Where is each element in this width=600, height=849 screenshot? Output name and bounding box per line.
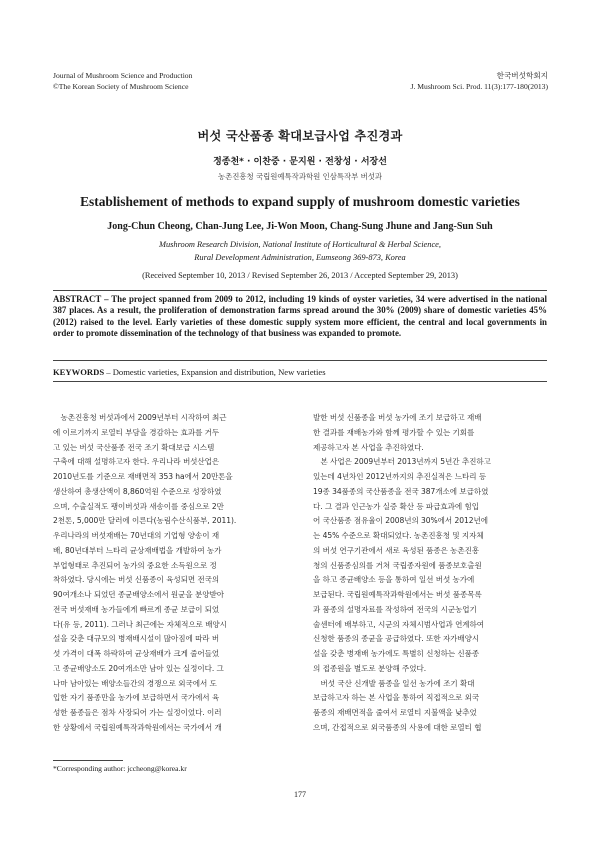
body-text-line: 전국 버섯재배 농가들에게 빠르게 종균 보급이 되었 (53, 604, 220, 614)
body-text-line: 는 45% 수준으로 확대되었다. 농촌진흥청 및 지자체 (313, 531, 484, 540)
body-text-line: 설을 갖춘 병재배 농가에도 특별히 신청하는 신품종 (313, 649, 480, 658)
body-text-line: 다. 그 결과 인근농가 실증 확산 등 파급효과에 힘입 (313, 501, 479, 511)
corresponding-author-footnote: *Corresponding author: jccheong@korea.kr (53, 764, 187, 773)
affiliation-line: Mushroom Research Division, National Institute of Horticultural & Herbal Science, (158, 240, 441, 249)
body-text-line: 90여개소나 되었던 종균배양소에서 원균을 분양받아 (53, 590, 224, 599)
page-number: 177 (294, 790, 306, 799)
body-text-line: 부업형태로 추진되어 농가의 중요한 소득원으로 정 (53, 560, 217, 570)
affiliation-line: Rural Development Administration, Eumseong 369-873, Korea (194, 253, 406, 262)
body-text-line: 나마 남아있는 배양소들간의 경쟁으로 외국에서 도 (53, 678, 217, 688)
footnote-rule (53, 760, 123, 761)
title-english: Establishement of methods to expand supply of mushroom domestic varieties (80, 194, 520, 209)
body-text-line: 고 종균배양소도 20여개소만 남아 있는 실정이다. 그 (53, 663, 224, 673)
body-text-line: 구축에 대해 설명하고자 한다. 우리나라 버섯산업은 (53, 457, 220, 467)
body-text-line: 설을 갖춘 대규모의 병재배시설이 많아짐에 따라 버 (53, 634, 220, 644)
keywords-text: – Domestic varieties, Expansion and distribution, New varieties (104, 367, 326, 377)
journal-name-en: Journal of Mushroom Science and Production (53, 71, 193, 80)
abstract: ABSTRACT – The project spanned from 2009 to 2012, including 19 kinds of oyster varieties, 34 were advertised in the national 387 places. As a result, the proliferation of demonstration farms spread around the 30% (2009) share of domestic varieties 45% (2012) raised to the level. Early varieties of these domestic supply system more efficient, the central and local governments in order to promote dissemination of the technology of that business was expanded to promote. (53, 294, 547, 339)
body-text-line: 을 하고 종균배양소 등을 통하여 일선 버섯 농가에 (313, 575, 475, 585)
body-text-line: 다(유 등, 2011). 그러나 최근에는 자체적으로 배양시 (53, 619, 227, 629)
affiliation-english (0, 238, 600, 264)
keywords (53, 367, 547, 377)
body-text-line: 보급된다. 국립원예특작과학원에서는 버섯 품종목록 (313, 590, 482, 599)
body-text-line: 입한 자기 품종만을 농가에 보급하면서 국가에서 육 (53, 693, 220, 703)
body-text-line: 있는데 4년차인 2012년까지의 추진실적은 느타리 등 (313, 472, 487, 481)
body-text-line: 착하였다. 당시에는 버섯 신품종이 육성되면 전국의 (53, 575, 220, 585)
received-dates: (Received September 10, 2013 / Revised September 26, 2013 / Accepted September 29, 2013) (142, 271, 458, 280)
keywords-label: KEYWORDS (53, 367, 105, 377)
body-text-line: 배, 80년대부터 느타리 균상재배법을 개발하여 농가 (53, 545, 222, 555)
body-text-line: 에 이르기까지 로열티 부담을 경감하는 효과를 거두 (53, 427, 220, 437)
body-text-line: 청의 신품종심의를 거쳐 국립종자원에 품종보호출원 (313, 560, 482, 570)
authors-english: Jong-Chun Cheong, Chan-Jung Lee, Ji-Won Moon, Chang-Sung Jhune and Jang-Sun Suh (107, 221, 493, 232)
body-text-line: 보급하고자 하는 본 사업을 통하여 직접적으로 외국 (313, 693, 480, 703)
copyright-line: ©The Korean Society of Mushroom Science (53, 82, 189, 91)
body-text-line: 술센터에 배부하고, 시군의 자체시범사업과 연계하여 (313, 619, 485, 629)
body-text-line: 성한 품종들은 점차 사장되어 가는 실정이었다. 이러 (53, 708, 222, 717)
body-text-line: 품종의 재배면적을 줄여서 로열티 지불액을 낮추었 (313, 708, 477, 717)
affiliation-korean: 농촌진흥청 국립원예특작과학원 인삼특작부 버섯과 (217, 172, 383, 181)
body-column-left (53, 411, 288, 736)
body-text-line: 2천톤, 5,000만 달러에 이른다(농림수산식품부, 2011). (53, 516, 237, 526)
journal-name-ko: 한국버섯학회지 (496, 71, 548, 80)
citation-line: J. Mushroom Sci. Prod. 11(3):177-180(2013) (410, 82, 548, 91)
title-korean: 버섯 국산품종 확대보급사업 추진경과 (197, 129, 403, 143)
body-text-line: 우리나라의 버섯재배는 70년대의 기업형 양송이 재 (53, 531, 220, 540)
body-text-line: 과 품종의 설명자료를 작성하여 전국의 시군농업기 (313, 604, 477, 614)
journal-header-left (53, 70, 192, 92)
abstract-top-rule (53, 290, 547, 291)
body-text-line: 고 있는 버섯 국산품종 전국 조기 확대보급 시스템 (53, 442, 215, 452)
body-text-line: 19종 34품종의 국산품종을 전국 387개소에 보급하였 (313, 486, 489, 496)
body-text-line: 한 상황에서 국립원예특작과학원에서는 국가에서 개 (53, 722, 222, 732)
body-text-line: 2010년도를 기준으로 재배면적 353 ha에서 20만톤을 (53, 472, 233, 481)
body-text-line: 발한 버섯 신품종을 버섯 농가에 조기 보급하고 재배 (313, 413, 482, 422)
abstract-bottom-rule (53, 360, 547, 361)
body-text-line: 으며, 간접적으로 외국품종의 사용에 대한 로열티 협 (313, 722, 482, 732)
journal-header-right (411, 70, 548, 92)
body-text-line: 신청한 품종의 종균을 공급하였다. 또한 자가배양시 (313, 634, 480, 644)
body-text-line: 버섯 국산 신개발 품종을 일선 농가에 조기 확대 (313, 678, 475, 688)
body-text-line: 한 결과를 재배농가와 함께 평가할 수 있는 기회를 (313, 427, 475, 437)
body-text-line: 농촌진흥청 버섯과에서 2009년부터 시작하여 최근 (53, 413, 227, 422)
body-column-right (313, 411, 548, 736)
keywords-bottom-rule (53, 381, 547, 382)
body-text-line: 으며, 수출실적도 팽이버섯과 새송이를 중심으로 2만 (53, 501, 224, 511)
body-text-line: 생산하여 총생산액이 8,860억원 수준으로 성장하였 (53, 486, 222, 496)
body-text-line: 의 접종원을 별도로 분양해 주었다. (313, 663, 427, 673)
body-text-line: 섯 가격이 대폭 하락하여 균상재배가 크게 줄어들었 (53, 649, 220, 658)
body-text-line: 본 사업은 2009년부터 2013년까지 5년간 추진하고 (313, 457, 491, 467)
body-text-line: 의 버섯 연구기관에서 새로 육성된 품종은 농촌진흥 (313, 545, 480, 555)
body-text-line: 어 국산품종 점유율이 2008년의 30%에서 2012년에 (313, 516, 488, 526)
body-text-line: 제공하고자 본 사업을 추진하였다. (313, 442, 424, 452)
authors-korean: 정종천* · 이찬중 · 문지원 · 전창성 · 서장선 (213, 157, 387, 167)
